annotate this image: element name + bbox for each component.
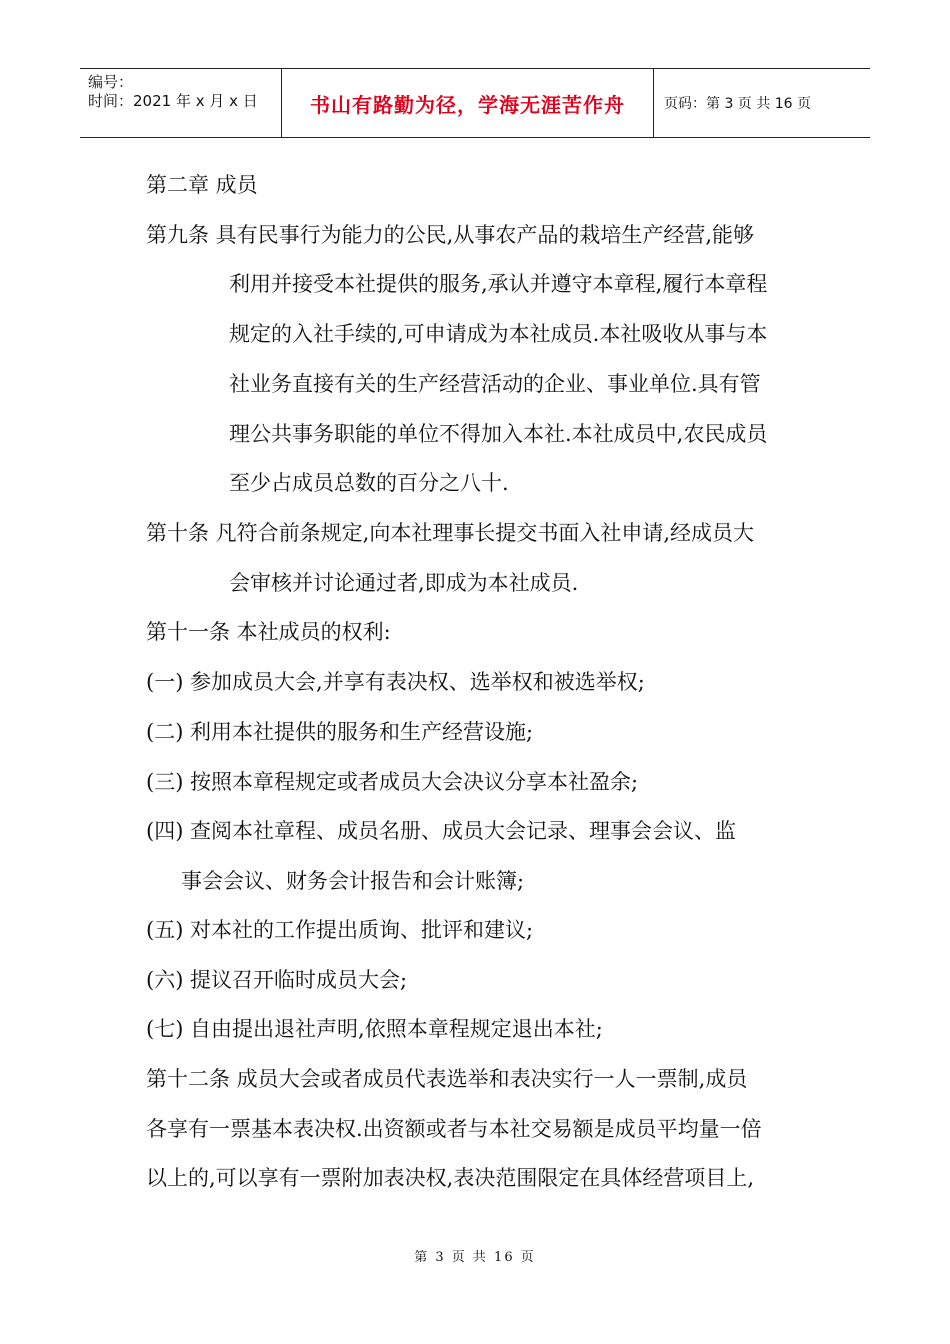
page-header	[80, 68, 870, 138]
article-10-line-1: 第十条 凡符合前条规定,向本社理事长提交书面入社申请,经成员大	[146, 521, 755, 545]
article-12-line-3: 以上的,可以享有一票附加表决权,表决范围限定在具体经营项目上,	[146, 1166, 755, 1190]
article-11-item-7: (七) 自由提出退社声明,依照本章程规定退出本社;	[146, 1017, 603, 1041]
article-9-line-6: 至少占成员总数的百分之八十.	[229, 471, 509, 495]
article-11-item-5: (五) 对本社的工作提出质询、批评和建议;	[146, 918, 534, 942]
article-9-line-2: 利用并接受本社提供的服务,承认并遵守本章程,履行本章程	[229, 272, 768, 296]
chapter-heading: 第二章 成员	[146, 173, 258, 197]
article-12-line-2: 各享有一票基本表决权.出资额或者与本社交易额是成员平均量一倍	[146, 1117, 762, 1141]
page-footer: 第 3 页 共 16 页	[414, 1250, 536, 1265]
header-meta	[80, 69, 282, 137]
article-11-item-4-line-1: (四) 查阅本社章程、成员名册、成员大会记录、理事会会议、监	[146, 819, 737, 843]
article-9-line-5: 理公共事务职能的单位不得加入本社.本社成员中,农民成员	[229, 422, 768, 446]
document-date-label: 时间：2021 年 x 月 x 日	[88, 92, 258, 110]
document-number-label: 编号：	[88, 73, 134, 91]
header-motto: 书山有路勤为径，学海无涯苦作舟	[310, 92, 625, 117]
article-9-line-4: 社业务直接有关的生产经营活动的企业、事业单位.具有管	[229, 372, 761, 396]
header-page-info: 页码：第 3 页 共 16 页	[664, 96, 811, 112]
article-11-item-2: (二) 利用本社提供的服务和生产经营设施;	[146, 720, 534, 744]
article-11-item-3: (三) 按照本章程规定或者成员大会决议分享本社盈余;	[146, 770, 639, 794]
article-11-item-1: (一) 参加成员大会,并享有表决权、选举权和被选举权;	[146, 670, 645, 694]
article-11-item-4-line-2: 事会会议、财务会计报告和会计账簿;	[181, 869, 525, 893]
article-10-line-2: 会审核并讨论通过者,即成为本社成员.	[229, 571, 579, 595]
article-9-line-3: 规定的入社手续的,可申请成为本社成员.本社吸收从事与本	[229, 322, 768, 346]
article-11-heading: 第十一条 本社成员的权利:	[146, 620, 391, 644]
article-11-item-6: (六) 提议召开临时成员大会;	[146, 968, 408, 992]
header-page-info-cell	[654, 69, 870, 137]
article-12-line-1: 第十二条 成员大会或者成员代表选举和表决实行一人一票制,成员	[146, 1067, 748, 1091]
header-motto-cell	[282, 69, 654, 137]
article-9-line-1: 第九条 具有民事行为能力的公民,从事农产品的栽培生产经营,能够	[146, 223, 755, 247]
